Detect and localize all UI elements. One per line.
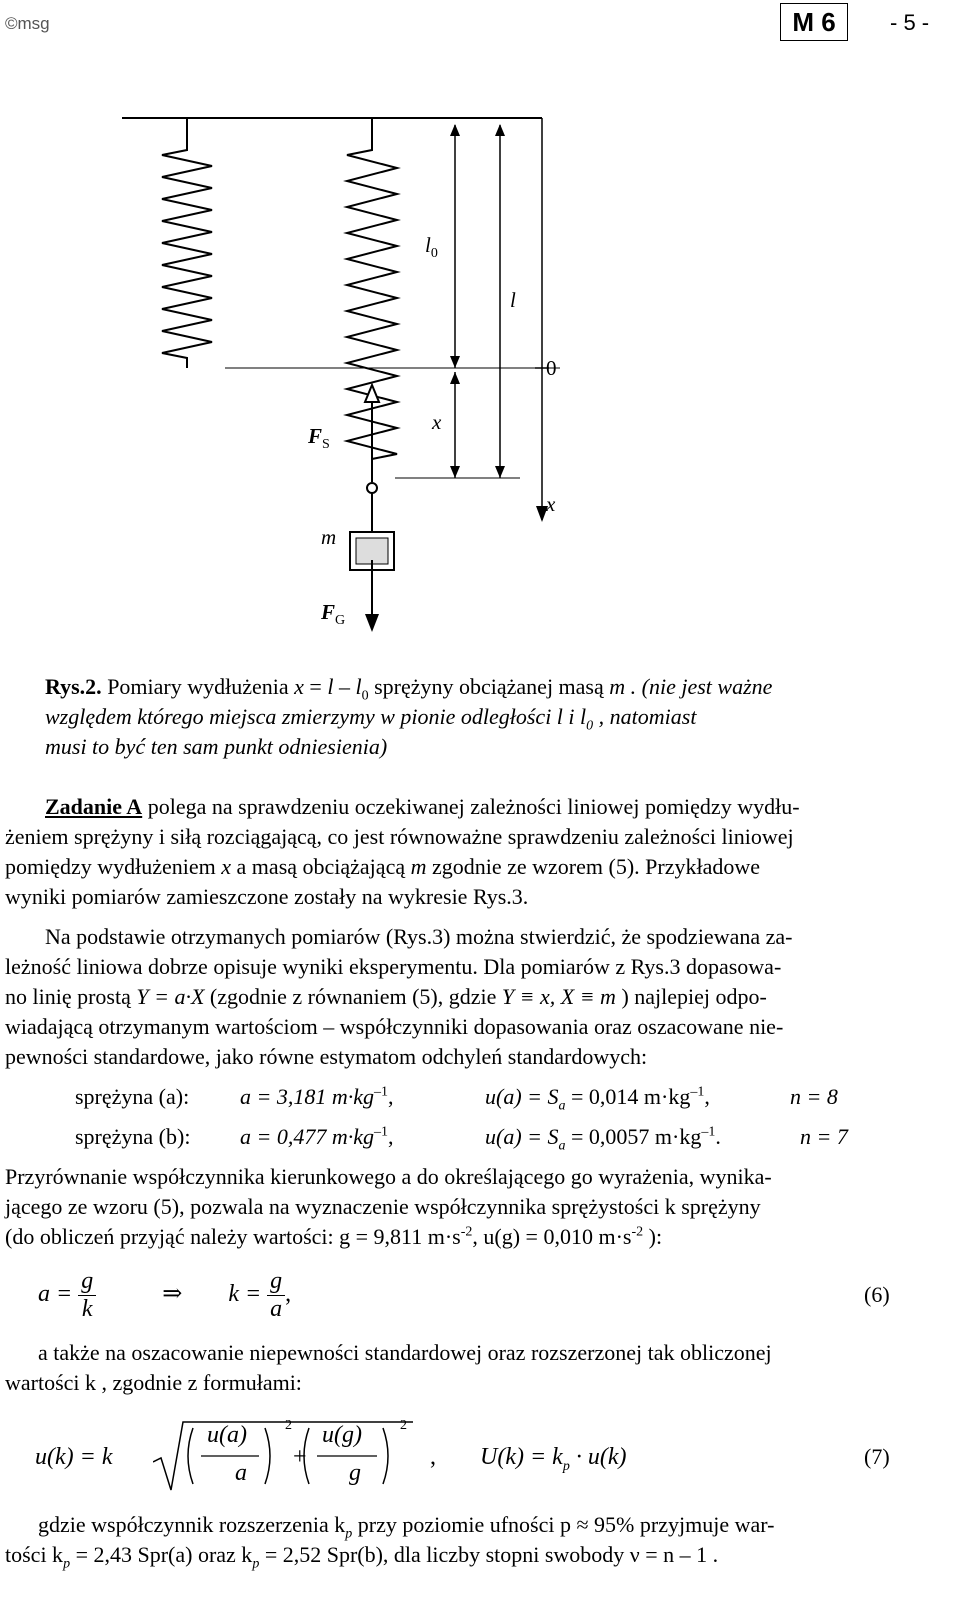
- label-l: l: [510, 288, 516, 312]
- spring-b-coef: a = 0,477 $m\cdot kg^{-1}$,: [240, 1124, 394, 1149]
- equation-6-number: (6): [864, 1282, 890, 1307]
- unloaded-spring: [162, 118, 212, 368]
- coverage-paragraph-line2: tości $k_p = 2,43$ Spr(a) oraz $k_p = 2,52$ Spr(b), dla liczby stopni swobody ν = n – 1 .: [5, 1542, 719, 1572]
- spring-a-coef: a = 3,181 $m\cdot kg^{-1}$,: [240, 1084, 394, 1109]
- figure-caption-line2: względem którego miejsca zmierzymy w pionie odległości l i $l_0$ , natomiast: [45, 704, 697, 734]
- page-number: - 5 -: [890, 10, 930, 35]
- spring-a-uncertainty: $u(a) = S_a = 0,014$ $m\cdot kg^{-1}$,: [485, 1084, 710, 1114]
- spring-a-label: sprężyna (a):: [75, 1084, 190, 1109]
- figure-caption-line1: Rys.2. Pomiary wydłużenia $x = l - l_0$ sprężyny obciążanej masą m . (nie jest ważne: [45, 674, 773, 704]
- fit-paragraph-line3: no linię prostą Y = a·X (zgodnie z równaniem (5), gdzie Y ≡ x, X ≡ m ) najlepiej odpo-: [5, 984, 767, 1009]
- coverage-paragraph-line1: gdzie współczynnik rozszerzenia $k_p$ przy poziomie ufności p ≈ 95% przyjmuje war-: [38, 1512, 775, 1542]
- module-label: M 6: [780, 3, 848, 41]
- comparison-paragraph-line2: jącego ze wzoru (5), pozwala na wyznaczenie współczynnika sprężystości k sprężyny: [5, 1194, 761, 1219]
- label-fs: $F_S$: [308, 424, 330, 453]
- fit-paragraph-line2: leżność liniowa dobrze opisuje wyniki eksperymentu. Dla pomiarów z Rys.3 dopasowa-: [5, 954, 782, 979]
- comparison-paragraph-line3: (do obliczeń przyjąć należy wartości: g = 9,811 $m\cdot s^{-2}$, u(g) = 0,010 $m\cdot s^{-2}$ ):: [5, 1224, 663, 1249]
- spring-b-n: n = 7: [800, 1124, 848, 1149]
- fit-paragraph-line1: Na podstawie otrzymanych pomiarów (Rys.3) można stwierdzić, że spodziewana za-: [45, 924, 793, 949]
- copyright-mark: ©msg: [5, 14, 50, 33]
- hook-ring: [367, 483, 377, 493]
- spring-b-label: sprężyna (b):: [75, 1124, 191, 1149]
- label-zero: 0: [546, 356, 557, 380]
- spring-b-uncertainty: $u(a) = S_a = 0,0057$ $m\cdot kg^{-1}$.: [485, 1124, 721, 1154]
- fit-paragraph-line5: pewności standardowe, jako równe estymatom odchyleń standardowych:: [5, 1044, 648, 1069]
- task-paragraph-line4: wyniki pomiarów zamieszczone zostały na wykresie Rys.3.: [5, 884, 529, 909]
- comparison-paragraph-line1: Przyrównanie współczynnika kierunkowego a do określającego go wyrażenia, wynika-: [5, 1164, 772, 1189]
- uncertainty-paragraph-line1: a także na oszacowanie niepewności standardowej oraz rozszerzonej tak obliczonej: [38, 1340, 772, 1365]
- equation-6: a = $\frac{g}{k}$ ⇒ k = $\frac{g}{a}$ ,: [38, 1268, 292, 1322]
- label-l0: $l_0$: [425, 233, 438, 262]
- fit-paragraph-line4: wiadającą otrzymanym wartościom – współczynniki dopasowania oraz oszacowane nie-: [5, 1014, 784, 1039]
- equation-7-number: (7): [864, 1444, 890, 1469]
- label-x-inner: x: [432, 410, 442, 434]
- label-fg: $F_G$: [321, 600, 346, 629]
- task-paragraph-line3: pomiędzy wydłużeniem x a masą obciążającą m zgodnie ze wzorem (5). Przykładowe: [5, 854, 761, 879]
- task-paragraph-line1: Zadanie A polega na sprawdzeniu oczekiwanej zależności liniowej pomiędzy wydłu-: [45, 794, 800, 819]
- label-x-axis: x: [546, 492, 556, 516]
- figure-caption-line3: musi to być ten sam punkt odniesienia): [45, 734, 388, 759]
- uncertainty-paragraph-line2: wartości k , zgodnie z formułami:: [5, 1370, 302, 1395]
- label-m: m: [321, 525, 337, 549]
- sqrt-sign: [153, 1418, 413, 1496]
- task-paragraph-line2: żeniem sprężyny i siłą rozciągającą, co jest równoważne sprawdzeniu zależności liniowej: [5, 824, 794, 849]
- spring-figure: [0, 0, 960, 680]
- spring-a-n: n = 8: [790, 1084, 838, 1109]
